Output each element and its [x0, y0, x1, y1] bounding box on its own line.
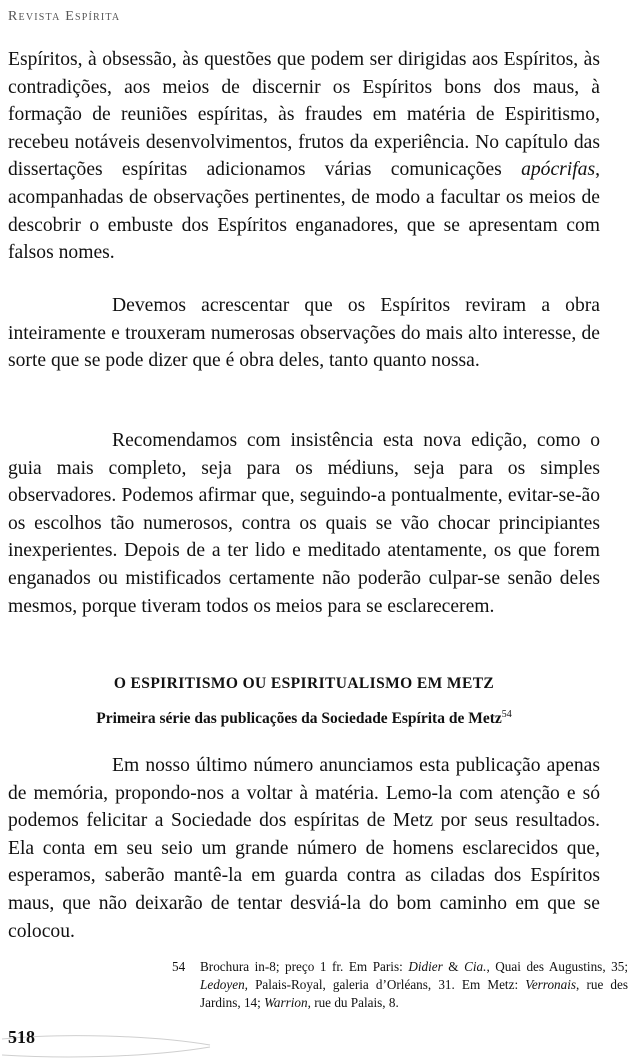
section-subheading [8, 709, 600, 728]
section-heading: O ESPIRITISMO OU ESPIRITUALISMO EM METZ [113, 675, 495, 692]
footnote-text: Palais-Royal, galeria d’Orléans, 31. Em Metz: [247, 977, 526, 992]
paragraph-revision [8, 292, 600, 375]
italic-term: apócrifas [521, 159, 596, 181]
subheading-text: Primeira série das publicações da Sociedade Espírita de Metz [96, 710, 502, 728]
footnote-text: , Quai des Augustins, 35; [486, 959, 628, 974]
footnote-publisher: Didier [408, 959, 443, 974]
paragraph-text: , acompanhadas de observações pertinentes, de modo a facultar os meios de descobrir o embuste dos Espíritos enganadores, que se apresentam com falsos nomes. [8, 159, 600, 264]
paragraph-text: Recomendamos com insistência esta nova edição, como o guia mais completo, seja para os médiuns, seja para os simples observadores. Podemos afirmar que, seguindo-a pontualmente, evitar-se-ão os escolhos tão numerosos, contra os quais se vão chocar principiantes inexperientes. Depois de a ter lido e meditado atentamente, os que forem enganados ou mistificados certamente não poderão culpar-se senão deles mesmos, porque tiveram todos os meios para se esclarecerem. [8, 430, 600, 617]
paragraph-text: Devemos acrescentar que os Espíritos reviram a obra inteiramente e trouxeram numerosas observações do mais alto interesse, de sorte que se pode dizer que é obra deles, tanto quanto nossa. [8, 295, 600, 372]
page-number: 518 [8, 1027, 35, 1047]
footnote-publisher: Warrion [264, 995, 308, 1010]
footnote-text: , rue des Jardins, 14; [200, 977, 628, 1010]
footnote-publisher: Verronais [525, 977, 577, 992]
paragraph-continuation [8, 46, 600, 267]
footnote-publisher: Cia. [464, 959, 487, 974]
paragraph-text: Espíritos, à obsessão, às questões que podem ser dirigidas aos Espíritos, às contradições, aos meios de discernir os Espíritos bons dos maus, à formação de reuniões espíritas, às fraudes em matéria de Espiritismo, recebeu notáveis desenvolvimentos, frutos da experiência. No capítulo das dissertações espíritas adicionamos várias comunicações [8, 49, 600, 181]
footnote-text: Brochura in-8; preço 1 fr. Em Paris: [200, 959, 409, 974]
paragraph-text: Em nosso último número anunciamos esta publicação apenas de memória, propondo-nos a voltar à matéria. Lemo-la com atenção e só podemos felicitar a Sociedade dos espíritas de Metz por seus resultados. Ela conta em seu seio um grande número de homens esclarecidos que, esperamos, saberão mantê-la em guarda contra as ciladas dos Espíritos maus, que não deixarão de tentar desviá-la do bom caminho em que se colocou. [8, 755, 600, 942]
footnote-number: 54 [172, 959, 186, 974]
paragraph-recommendation [8, 427, 600, 620]
footnote-text: , rue du Palais, 8. [307, 995, 399, 1010]
footnote [172, 958, 628, 1012]
footnote-reference[interactable]: 54 [501, 709, 512, 720]
footnote-text: & [442, 959, 465, 974]
paragraph-metz [8, 752, 600, 945]
running-head: Revista Espírita [8, 9, 121, 24]
footnote-publisher: Ledoyen, [200, 977, 248, 992]
